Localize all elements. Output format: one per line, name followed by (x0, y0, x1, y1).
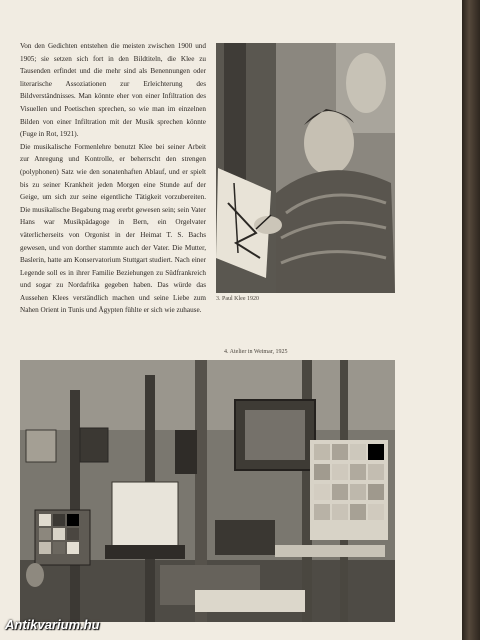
portrait-caption: 3. Paul Klee 1920 (216, 296, 259, 302)
paragraph-1: Von den Gedichten entstehen die meisten zwischen 1900 und 1905; sie setzen sich fort in den Bildtiteln, die Klee zu Tausenden erfindet und die mehr sind als Benennungen oder literarische Assoziationen zur Erleichterung des Bildverständnisses. Man könnte eher von einer Infiltration des Visuellen und Poetischen sprechen, so wie man im einzelnen Bilden von einer Infiltration mit der Musik sprechen könnte (Fuge in Rot, 1921). (20, 42, 206, 139)
atelier-photo (20, 360, 395, 622)
atelier-caption: 4. Atelier in Weimar, 1925 (224, 349, 288, 355)
body-text (20, 40, 206, 317)
portrait-photo (216, 43, 395, 293)
paragraph-2: Die musikalische Formenlehre benutzt Klee bei seiner Arbeit zur Anregung und Kontrolle, er beherrscht den strengen (polyphonen) Satz wie den sonatenhaften Ablauf, und er spielt bis zu seiner Krankheit jeden Morgen eine Stunde auf der Geige, um sich zur seine eigentliche Tätigkeit vorzubereiten. Die musikalische Begabung mag ererbt gewesen sein; sein Vater Hans war Musikpädagoge in Bern, ein Orgelvater väterlicherseits von Orgonist in der Heimat T. S. Bachs gewesen, und von dorther stammte auch der Vater. Die Mutter, Baslerin, hatte am Konservatorium Stuttgart studiert. Nach einer Legende soll es in ihrer Familie Beziehungen zu Südfrankreich und sogar zu Nordafrika gegeben haben. Das würde das Aussehen Klees verständlich machen und seine Liebe zum Nahen Orient in Tunis und Ägypten fühlte er sich wie zuhause. (20, 142, 206, 315)
page-edge (462, 0, 480, 640)
watermark-logo: Antikvarium.hu (5, 617, 100, 632)
